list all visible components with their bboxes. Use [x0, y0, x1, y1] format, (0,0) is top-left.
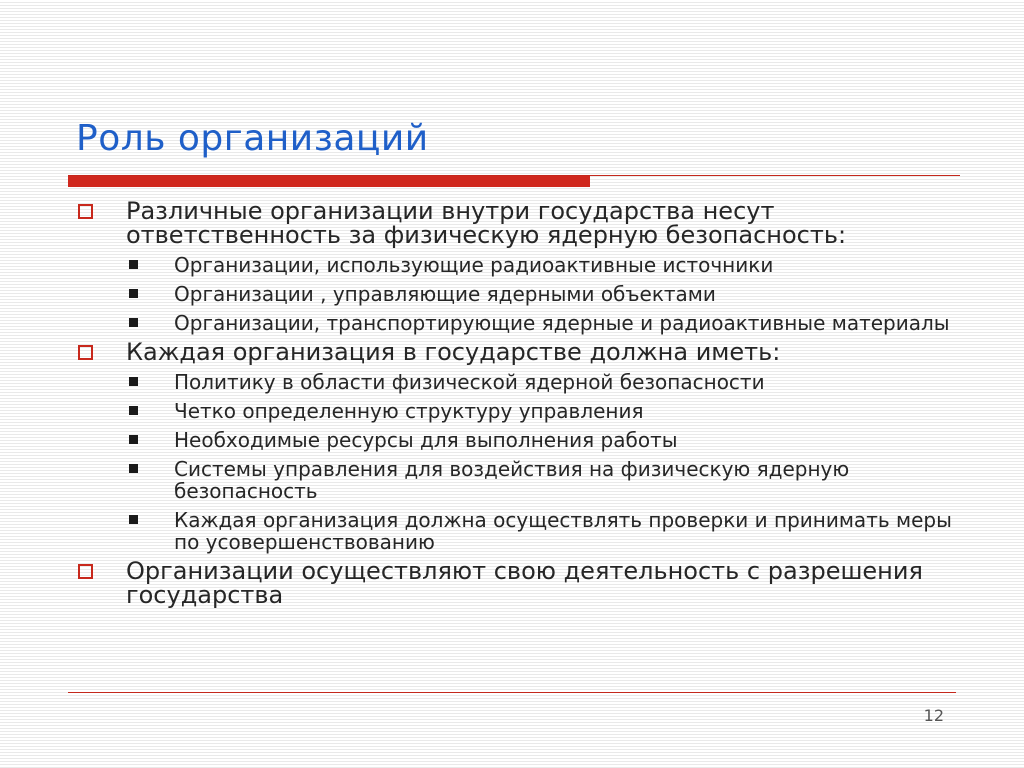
- slide-content: [76, 199, 966, 607]
- title-underline-bar: [68, 176, 590, 187]
- filled-square-bullet-icon: [129, 515, 138, 524]
- sub-bullet-text: Четко определенную структуру управления: [174, 399, 644, 423]
- hollow-square-bullet-icon: [78, 204, 93, 219]
- filled-square-bullet-icon: [129, 377, 138, 386]
- bullet-level2: [76, 509, 966, 553]
- filled-square-bullet-icon: [129, 318, 138, 327]
- footer-rule: [68, 692, 956, 693]
- sub-bullet-text: Организации, использующие радиоактивные источники: [174, 253, 774, 277]
- sub-bullet-text: Организации , управляющие ядерными объектами: [174, 282, 716, 306]
- bullet-level1: [76, 559, 966, 607]
- filled-square-bullet-icon: [129, 406, 138, 415]
- sub-bullet-text: Системы управления для воздействия на физическую ядерную безопасность: [174, 457, 850, 503]
- sub-bullet-text: Организации, транспортирующие ядерные и радиоактивные материалы: [174, 311, 950, 335]
- bullet-level2: [76, 429, 966, 451]
- bullet-level2: [76, 312, 966, 334]
- bullet-level1: [76, 199, 966, 247]
- bullet-level2: [76, 458, 966, 502]
- bullet-level2: [76, 254, 966, 276]
- hollow-square-bullet-icon: [78, 345, 93, 360]
- sub-bullet-text: Каждая организация должна осуществлять проверки и принимать меры по усовершенствованию: [174, 508, 952, 554]
- bullet-level2: [76, 371, 966, 393]
- bullet-level1: [76, 340, 966, 364]
- filled-square-bullet-icon: [129, 464, 138, 473]
- sub-bullet-text: Необходимые ресурсы для выполнения работы: [174, 428, 678, 452]
- bullet-text: Организации осуществляют свою деятельность с разрешения государства: [126, 557, 923, 609]
- bullet-text: Каждая организация в государстве должна иметь:: [126, 338, 781, 366]
- slide-title: Роль организаций: [76, 118, 429, 159]
- hollow-square-bullet-icon: [78, 564, 93, 579]
- page-number: 12: [923, 706, 944, 725]
- filled-square-bullet-icon: [129, 435, 138, 444]
- sub-bullet-text: Политику в области физической ядерной безопасности: [174, 370, 765, 394]
- filled-square-bullet-icon: [129, 260, 138, 269]
- bullet-level2: [76, 283, 966, 305]
- bullet-level2: [76, 400, 966, 422]
- bullet-text: Различные организации внутри государства несут ответственность за физическую ядерную безопасность:: [126, 197, 847, 249]
- filled-square-bullet-icon: [129, 289, 138, 298]
